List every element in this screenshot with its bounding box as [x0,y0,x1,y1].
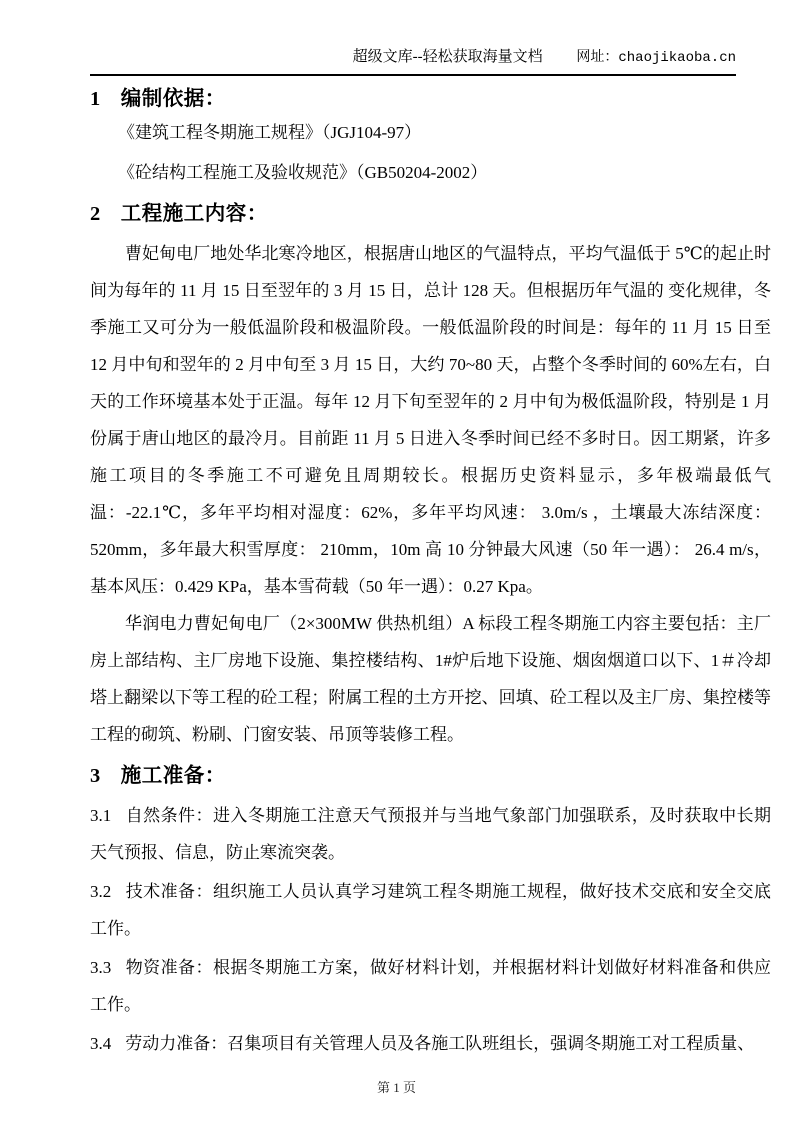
item-3-4-number: 3.4 [90,1034,112,1053]
page-number-label: 第 1 页 [376,1080,416,1095]
section-1-title: 编制依据： [120,88,226,110]
page-header [90,46,736,76]
reference-item-2: 《砼结构工程施工及验收规范》（GB50204-2002） [118,163,488,182]
item-3-3-number: 3.3 [90,958,112,977]
item-3-2-text: 技术准备：组织施工人员认真学习建筑工程冬期施工规程，做好技术交底和安全交底工作。 [90,882,771,938]
section-2-number: 2 [90,203,101,225]
page-footer [0,1077,793,1096]
paragraph-construction-scope: 华润电力曹妃甸电厂（2×300MW 供热机组）A 标段工程冬期施工内容主要包括：主厂房上部结构、主厂房地下设施、集控楼结构、1#炉后地下设施、烟囱烟道口以下、1＃冷却塔上翻梁以下等工程的砼工程；附属工程的土方开挖、回填、砼工程以及主厂房、集控楼等工程的砌筑、粉刷、门窗安装、吊顶等装修工程。 [90,614,771,744]
paragraph-climate-conditions: 曹妃甸电厂地处华北寒冷地区，根据唐山地区的气温特点，平均气温低于 5℃的起止时间为每年的 11 月 15 日至翌年的 3 月 15 日，总计 128 天。但根据历年气温的 变化规律，冬季施工又可分为一般低温阶段和极温阶段。一般低温阶段的时间是：每年的 11 月 15 日至 12 月中旬和翌年的 2 月中旬至 3 月 15 日，大约 70~80 天，占整个冬季时间的 60%左右，白天的工作环境基本处于正温。每年 12 月下旬至翌年的 2 月中旬为极低温阶段，特别是 1 月份属于唐山地区的最冷月。目前距 11 月 5 日进入冬季时间已经不多时日。因工期紧，许多施工项目的冬季施工不可避免且周期较长。根据历史资料显示，多年极端最低气温：-22.1℃，多年平均相对湿度：62%，多年平均风速： 3.0m/s ，土壤最大冻结深度： 520mm，多年最大积雪厚度： 210mm，10m 高 10 分钟最大风速（50 年一遇）： 26.4 m/s，基本风压：0.429 KPa，基本雪荷载（50 年一遇）：0.27 Kpa。 [90,244,771,596]
section-heading-2 [90,200,771,228]
section-3-number: 3 [90,765,101,787]
list-item-3-1 [90,797,771,871]
list-item-3-3 [90,949,771,1023]
section-heading-1 [90,85,771,113]
item-3-4-text: 劳动力准备：召集项目有关管理人员及各施工队班组长，强调冬期施工对工程质量、 [125,1034,755,1053]
document-body [90,85,771,1062]
header-site-label: 超级文库--轻松获取海量文档 [352,49,543,65]
header-url-label: 网址：chaojikaoba.cn [576,50,736,66]
list-item-3-2 [90,873,771,947]
section-1-number: 1 [90,88,101,110]
item-3-2-number: 3.2 [90,882,112,901]
item-3-1-text: 自然条件：进入冬期施工注意天气预报并与当地气象部门加强联系，及时获取中长期天气预报、信息，防止寒流突袭。 [90,806,771,862]
item-3-1-number: 3.1 [90,806,112,825]
reference-item-1: 《建筑工程冬期施工规程》（JGJ104-97） [118,123,422,142]
section-3-title: 施工准备： [120,765,226,787]
section-heading-3 [90,762,771,790]
section-2-title: 工程施工内容： [120,203,268,225]
item-3-3-text: 物资准备：根据冬期施工方案，做好材料计划，并根据材料计划做好材料准备和供应工作。 [90,958,771,1014]
list-item-3-4 [90,1025,771,1062]
